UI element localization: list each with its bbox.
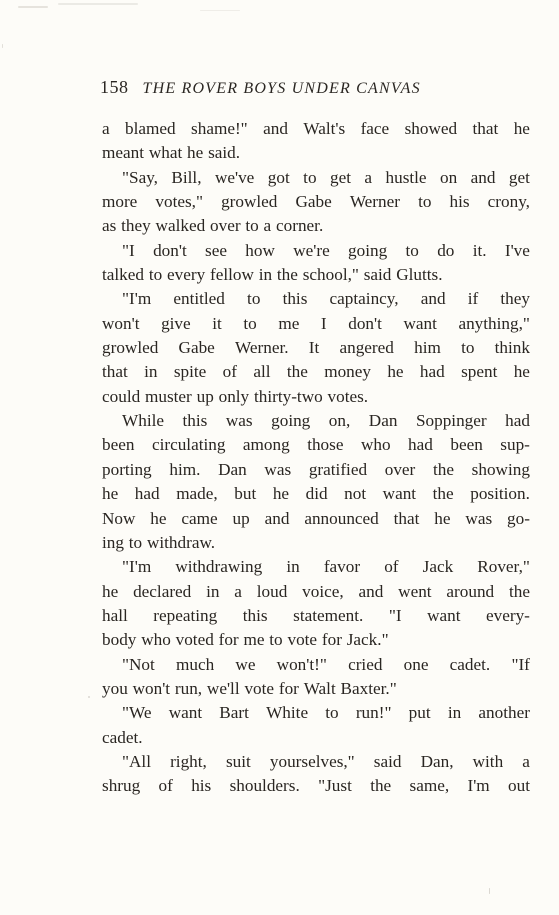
- text-line: "Say, Bill, we've got to get a hustle on and get: [122, 167, 530, 187]
- text-line: shrug of his shoulders. "Just the same, I'm out: [102, 776, 530, 796]
- text-line: a blamed shame!" and Walt's face showed that he: [102, 119, 530, 138]
- text-line: growled Gabe Werner. It angered him to think: [102, 338, 530, 358]
- text-line: hall repeating this statement. "I want every-: [102, 605, 530, 625]
- scan-speck: [88, 696, 90, 698]
- text-line: been circulating among those who had been sup-: [102, 435, 530, 455]
- text-line: could muster up only thirty-two votes.: [102, 386, 369, 406]
- text-line: he declared in a loud voice, and went around the: [102, 581, 530, 601]
- text-line: "Not much we won't!" cried one cadet. "If: [122, 654, 530, 674]
- text-line: meant what he said.: [102, 143, 241, 163]
- text-line: cadet.: [102, 727, 143, 747]
- text-line: "I'm withdrawing in favor of Jack Rover,": [122, 557, 530, 577]
- text-line: he had made, but he did not want the position.: [102, 484, 530, 504]
- running-title: THE ROVER BOYS UNDER CANVAS: [142, 80, 421, 97]
- text-line: "I'm entitled to this captaincy, and if they: [122, 289, 530, 309]
- text-line: porting him. Dan was gratified over the showing: [102, 459, 530, 479]
- scan-speck: [200, 10, 240, 11]
- page-header: [100, 77, 530, 103]
- page-number: 158: [100, 77, 129, 97]
- text-line: ing to withdraw.: [102, 532, 216, 552]
- text-line: won't give it to me I don't want anything,": [102, 313, 530, 333]
- text-line: While this was going on, Dan Soppinger had: [122, 411, 530, 431]
- scan-speck: [489, 888, 490, 894]
- text-line: as they walked over to a corner.: [102, 216, 324, 236]
- text-line: that in spite of all the money he had spent he: [102, 362, 530, 382]
- text-line: Now he came up and announced that he was go-: [102, 508, 530, 528]
- body-text: [102, 117, 530, 799]
- scan-speck: [58, 3, 138, 5]
- text-line: more votes," growled Gabe Werner to his crony,: [102, 192, 530, 212]
- text-line: "All right, suit yourselves," said Dan, with a: [122, 751, 530, 771]
- text-line: "We want Bart White to run!" put in another: [122, 703, 530, 723]
- scan-speck: [2, 44, 3, 48]
- scan-speck: [18, 6, 48, 8]
- text-line: talked to every fellow in the school," said Glutts.: [102, 265, 443, 285]
- text-line: body who voted for me to vote for Jack.": [102, 630, 389, 650]
- text-line: "I don't see how we're going to do it. I've: [122, 240, 530, 260]
- text-line: you won't run, we'll vote for Walt Baxter.": [102, 678, 397, 698]
